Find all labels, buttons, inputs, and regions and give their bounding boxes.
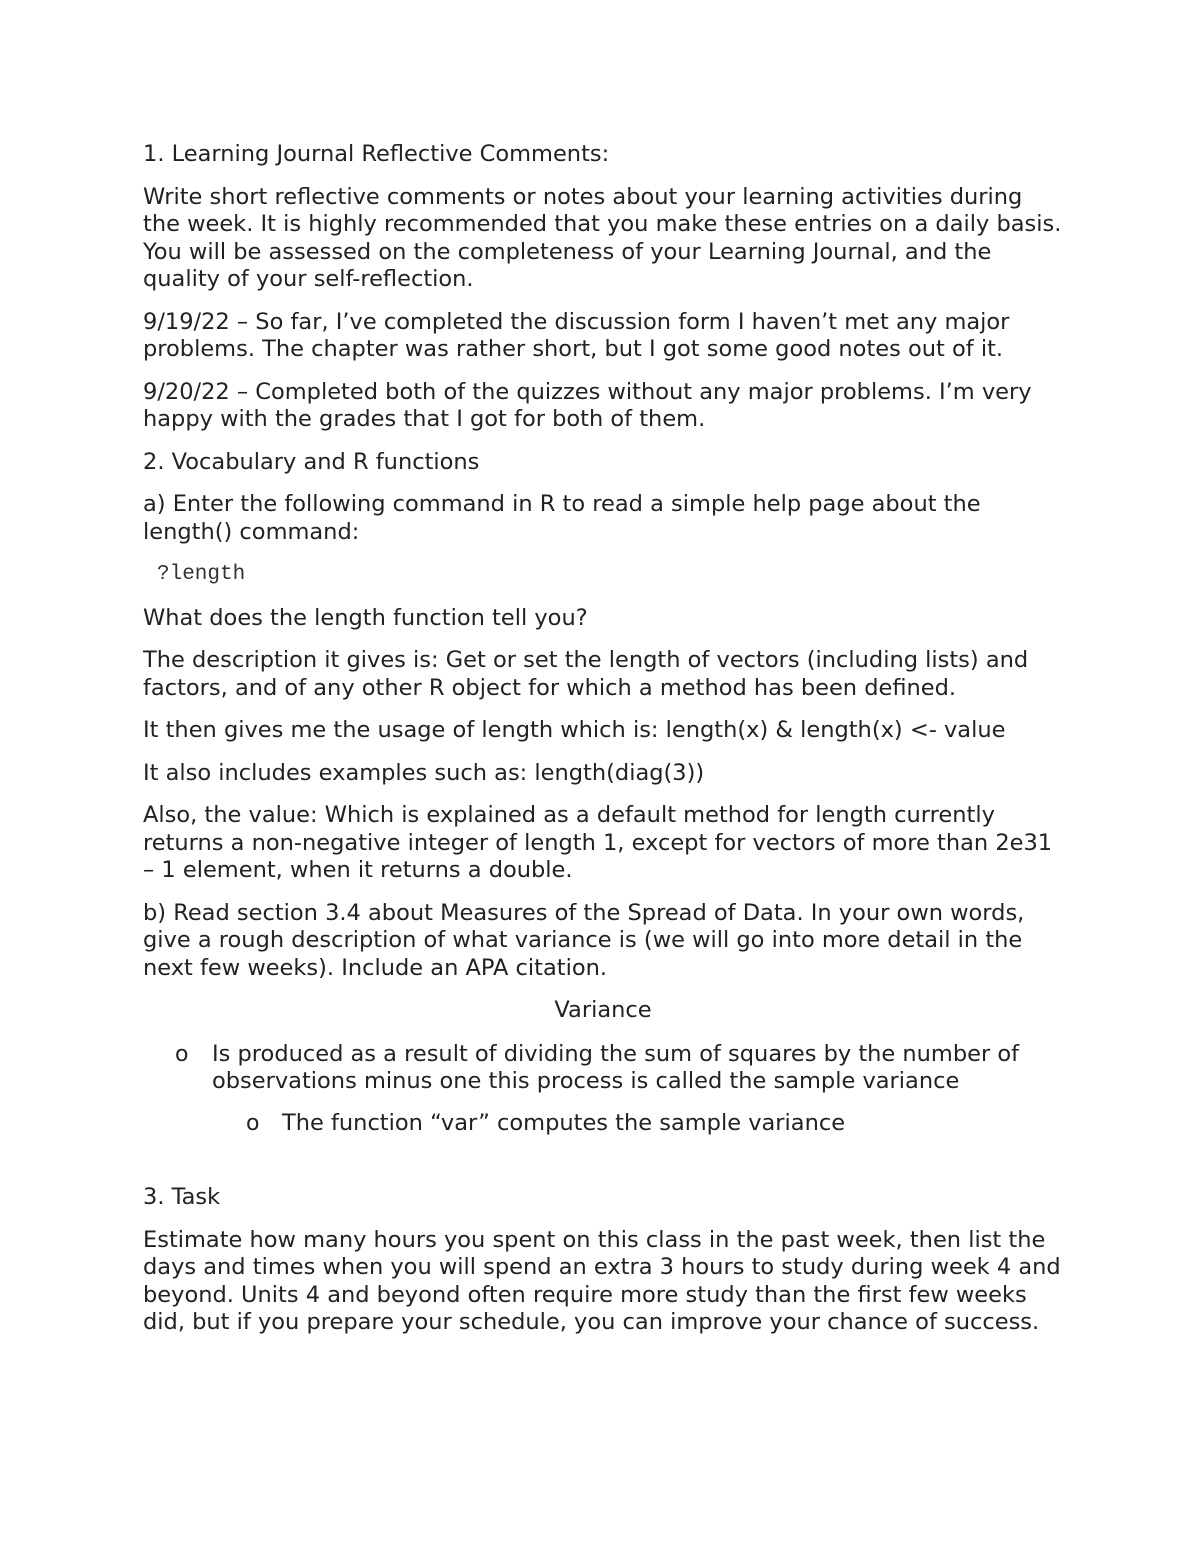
section-2b-prompt: b) Read section 3.4 about Measures of the Spread of Data. In your own words, give a rough description of what variance is (we will go into more detail in the next few weeks). Include an APA citation. xyxy=(143,899,1025,981)
bullet-marker-icon: o xyxy=(175,1041,189,1067)
blank-line xyxy=(143,1151,1063,1184)
section-2a-answer-3: It also includes examples such as: length(diag(3)) xyxy=(143,759,705,786)
section-2a-answer-4: Also, the value: Which is explained as a default method for length currently returns a non-negative integer of length 1, except for vectors of more than 2e31 – 1 element, when it returns a double. xyxy=(143,802,1053,883)
bullet-item-1-text: Is produced as a result of dividing the sum of squares by the number of observations minus one this process is called the sample variance xyxy=(212,1040,1020,1094)
journal-entry-2: 9/20/22 – Completed both of the quizzes without any major problems. I’m very happy with the grades that I got for both of them. xyxy=(143,378,1032,432)
section-3-text: Estimate how many hours you spent on this class in the past week, then list the days and times when you will spend an extra 3 hours to study during week 4 and beyond. Units 4 and beyond often require more study than the first few weeks did, but if you prepare your schedule, you can improve your chance of success. xyxy=(143,1226,1061,1335)
variance-title: Variance xyxy=(554,997,652,1023)
section-2-heading: 2. Vocabulary and R functions xyxy=(143,448,480,475)
section-3-heading: 3. Task xyxy=(143,1184,221,1210)
bullet-item-2 xyxy=(143,1110,1063,1138)
bullet-item-2-text: The function “var” computes the sample variance xyxy=(282,1109,846,1136)
section-1-instructions: Write short reflective comments or notes about your learning activities during the week. It is highly recommended that you make these entries on a daily basis. You will be assessed on the completeness of your Learning Journal, and the quality of your self-reflection. xyxy=(143,183,1062,292)
section-2a-answer-2: It then gives me the usage of length which is: length(x) & length(x) <- value xyxy=(143,717,1006,743)
section-2a-answer-1: The description it gives is: Get or set the length of vectors (including lists) and factors, and of any other R object for which a method has been defined. xyxy=(143,647,1029,701)
section-2a-question: What does the length function tell you? xyxy=(143,604,588,631)
section-1-heading: 1. Learning Journal Reflective Comments: xyxy=(143,141,610,167)
bullet-marker-icon: o xyxy=(246,1110,260,1136)
bullet-item-1 xyxy=(143,1041,1063,1096)
document-page xyxy=(143,141,1063,1352)
journal-entry-1: 9/19/22 – So far, I’ve completed the discussion form I haven’t met any major problems. The chapter was rather short, but I got some good notes out of it. xyxy=(143,308,1010,362)
section-2a-prompt: a) Enter the following command in R to read a simple help page about the length() command: xyxy=(143,491,981,545)
r-code-snippet: ?length xyxy=(157,563,246,586)
